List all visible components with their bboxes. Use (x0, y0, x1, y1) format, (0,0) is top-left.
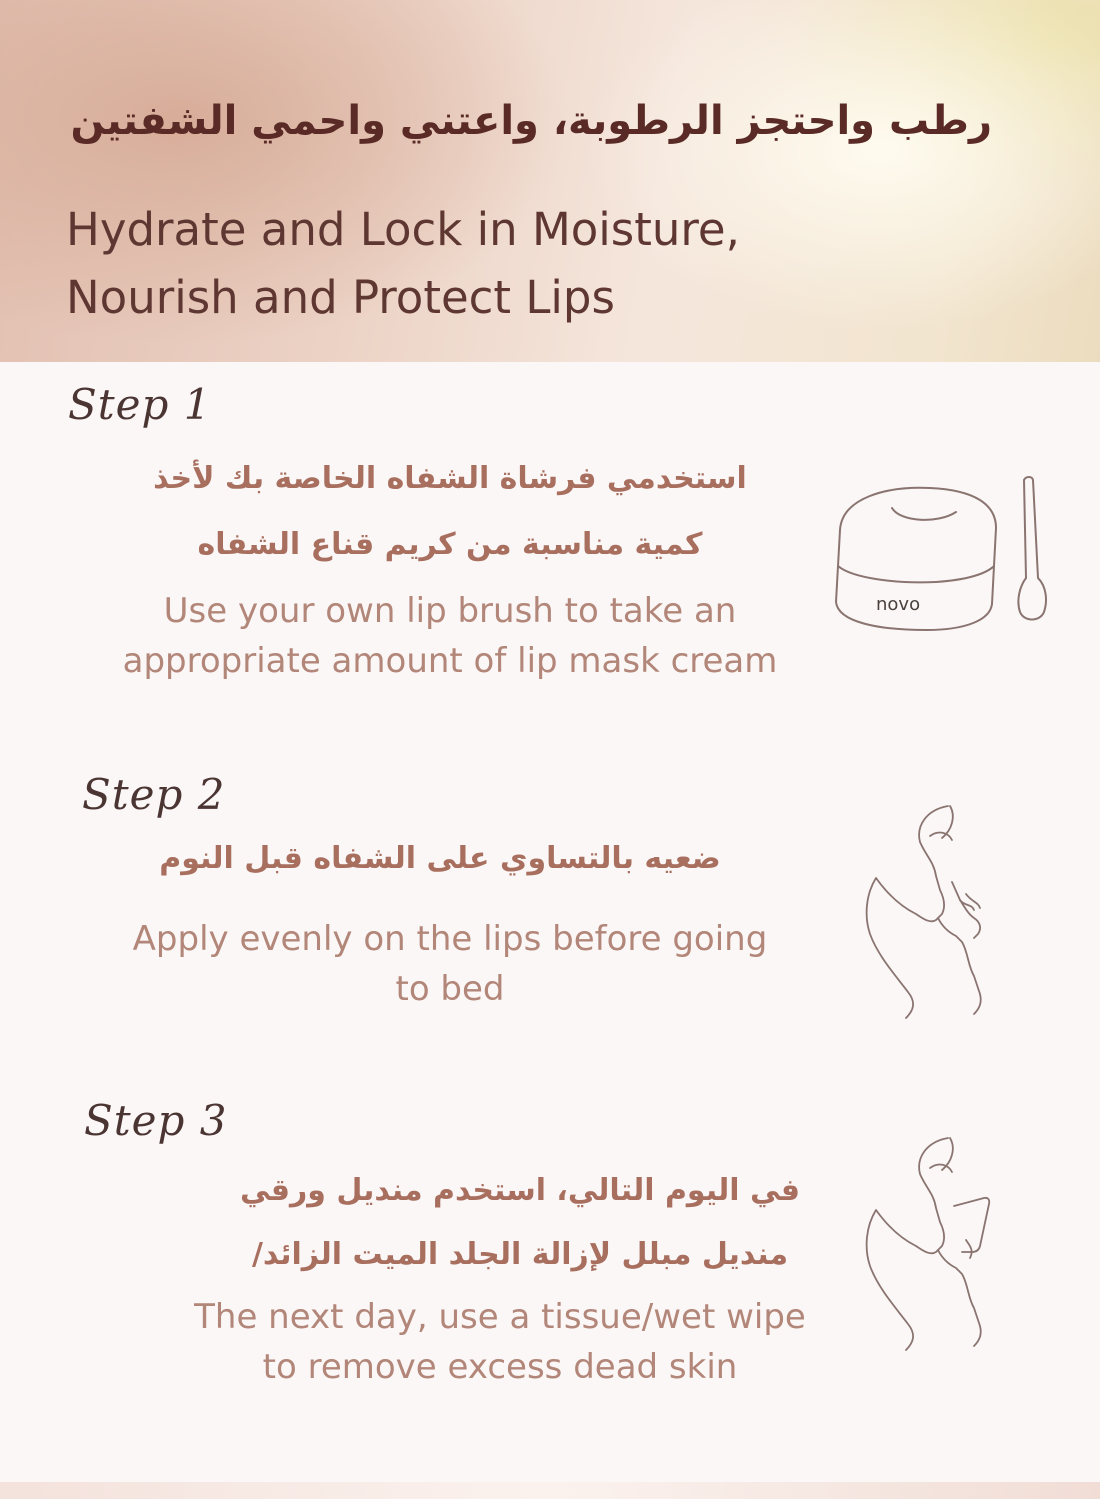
hero-banner (0, 0, 1100, 362)
step-3-label: Step 3 (84, 1096, 228, 1145)
apply-lip-face-icon (856, 796, 1016, 1026)
step-2-arabic-line-1: ضعيه بالتساوي على الشفاه قبل النوم (159, 841, 721, 876)
step-2-label: Step 2 (82, 770, 226, 819)
step-3-arabic-line-1: في اليوم التالي، استخدم منديل ورقي (240, 1173, 800, 1208)
step-3-english: The next day, use a tissue/wet wipe to remove excess dead skin (194, 1297, 806, 1387)
step-1-arabic-line-1: استخدمي فرشاة الشفاه الخاصة بك لأخذ (153, 461, 747, 496)
hero-title-english (66, 196, 740, 332)
step-3-arabic-line-2: منديل مبلل لإزالة الجلد الميت الزائد/ (251, 1237, 789, 1272)
step-1-arabic-line-2: كمية مناسبة من كريم قناع الشفاه (197, 527, 703, 562)
jar-and-brush-icon (826, 470, 1056, 640)
jar-logo-text: novo (876, 594, 921, 615)
hero-title-arabic: رطب واحتجز الرطوبة، واعتني واحمي الشفتين (70, 98, 992, 144)
step-1-label: Step 1 (68, 380, 212, 429)
wipe-lip-face-icon (856, 1128, 1016, 1358)
hero-title-english-line-1: Hydrate and Lock in Moisture, (66, 203, 740, 256)
step-1-english: Use your own lip brush to take an appropriate amount of lip mask cream (122, 591, 778, 681)
bottom-divider (0, 1482, 1100, 1499)
step-2-english: Apply evenly on the lips before going to bed (132, 919, 768, 1009)
hero-title-english-line-2: Nourish and Protect Lips (66, 271, 615, 324)
